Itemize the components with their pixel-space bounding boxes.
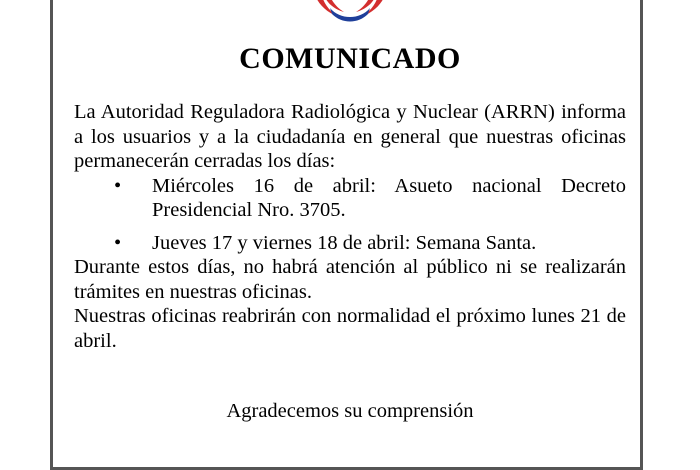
- announcement-body: [74, 100, 626, 353]
- page-title: COMUNICADO: [239, 42, 461, 75]
- intro-paragraph: La Autoridad Reguladora Radiológica y Nuclear (ARRN) informa a los usuarios y a la ciudadanía en general que nuestras oficinas permanecerán cerradas los días:: [74, 101, 626, 172]
- list-item: [74, 231, 626, 256]
- coat-of-arms-icon: [300, 0, 400, 34]
- list-item-text: Jueves 17 y viernes 18 de abril: Semana Santa.: [152, 231, 537, 254]
- bullet-icon: •: [114, 174, 122, 197]
- closure-days-list: [74, 174, 626, 256]
- list-item: [74, 174, 626, 223]
- service-paragraph: Durante estos días, no habrá atención al público ni se realizarán trámites en nuestras oficinas.: [74, 256, 626, 303]
- list-item-text: Miércoles 16 de abril: Asueto nacional Decreto Presidencial Nro. 3705.: [152, 174, 626, 221]
- reopening-paragraph: Nuestras oficinas reabrirán con normalidad el próximo lunes 21 de abril.: [74, 305, 626, 352]
- bullet-icon: •: [114, 231, 122, 254]
- closing-line: Agradecemos su comprensión: [226, 400, 474, 422]
